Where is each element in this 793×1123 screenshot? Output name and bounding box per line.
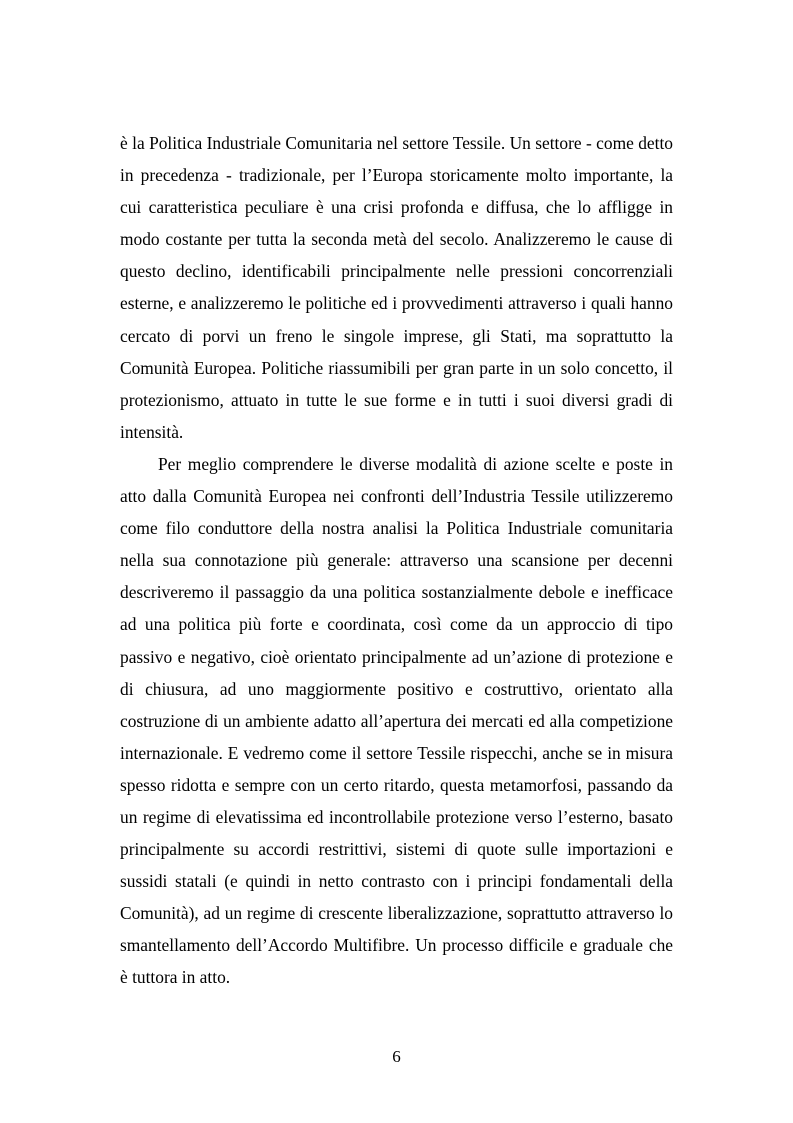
paragraph-main: Per meglio comprendere le diverse modalità di azione scelte e poste in atto dalla Comunità Europea nei confronti dell’Industria Tessile utilizzeremo come filo conduttore della nostra analisi la Politica Industriale comunitaria nella sua connotazione più generale: attraverso una scansione per decenni descriveremo il passaggio da una politica sostanzialmente debole e inefficace ad una politica più forte e coordinata, così come da un approccio di tipo passivo e negativo, cioè orientato principalmente ad un’azione di protezione e di chiusura, ad uno maggiormente positivo e costruttivo, orientato alla costruzione di un ambiente adatto all’apertura dei mercati ed alla competizione internazionale. E vedremo come il settore Tessile rispecchi, anche se in misura spesso ridotta e sempre con un certo ritardo, questa metamorfosi, passando da un regime di elevatissima ed incontrollabile protezione verso l’esterno, basato principalmente su accordi restrittivi, sistemi di quote sulle importazioni e sussidi statali (e quindi in netto contrasto con i principi fondamentali della Comunità), ad un regime di crescente liberalizzazione, soprattutto attraverso lo smantellamento dell’Accordo Multifibre. Un processo difficile e graduale che è tuttora in atto. <box>120 453 673 988</box>
page-body <box>120 127 673 994</box>
paragraph-continuation: è la Politica Industriale Comunitaria nel settore Tessile. Un settore - come detto in precedenza - tradizionale, per l’Europa storicamente molto importante, la cui caratteristica peculiare è una crisi profonda e diffusa, che lo affligge in modo costante per tutta la seconda metà del secolo. Analizzeremo le cause di questo declino, identificabili principalmente nelle pressioni concorrenziali esterne, e analizzeremo le politiche ed i provvedimenti attraverso i quali hanno cercato di porvi un freno le singole imprese, gli Stati, ma soprattutto la Comunità Europea. Politiche riassumibili per gran parte in un solo concetto, il protezionismo, attuato in tutte le sue forme e in tutti i suoi diversi gradi di intensità. <box>120 133 673 442</box>
page-number: 6 <box>392 1047 401 1066</box>
